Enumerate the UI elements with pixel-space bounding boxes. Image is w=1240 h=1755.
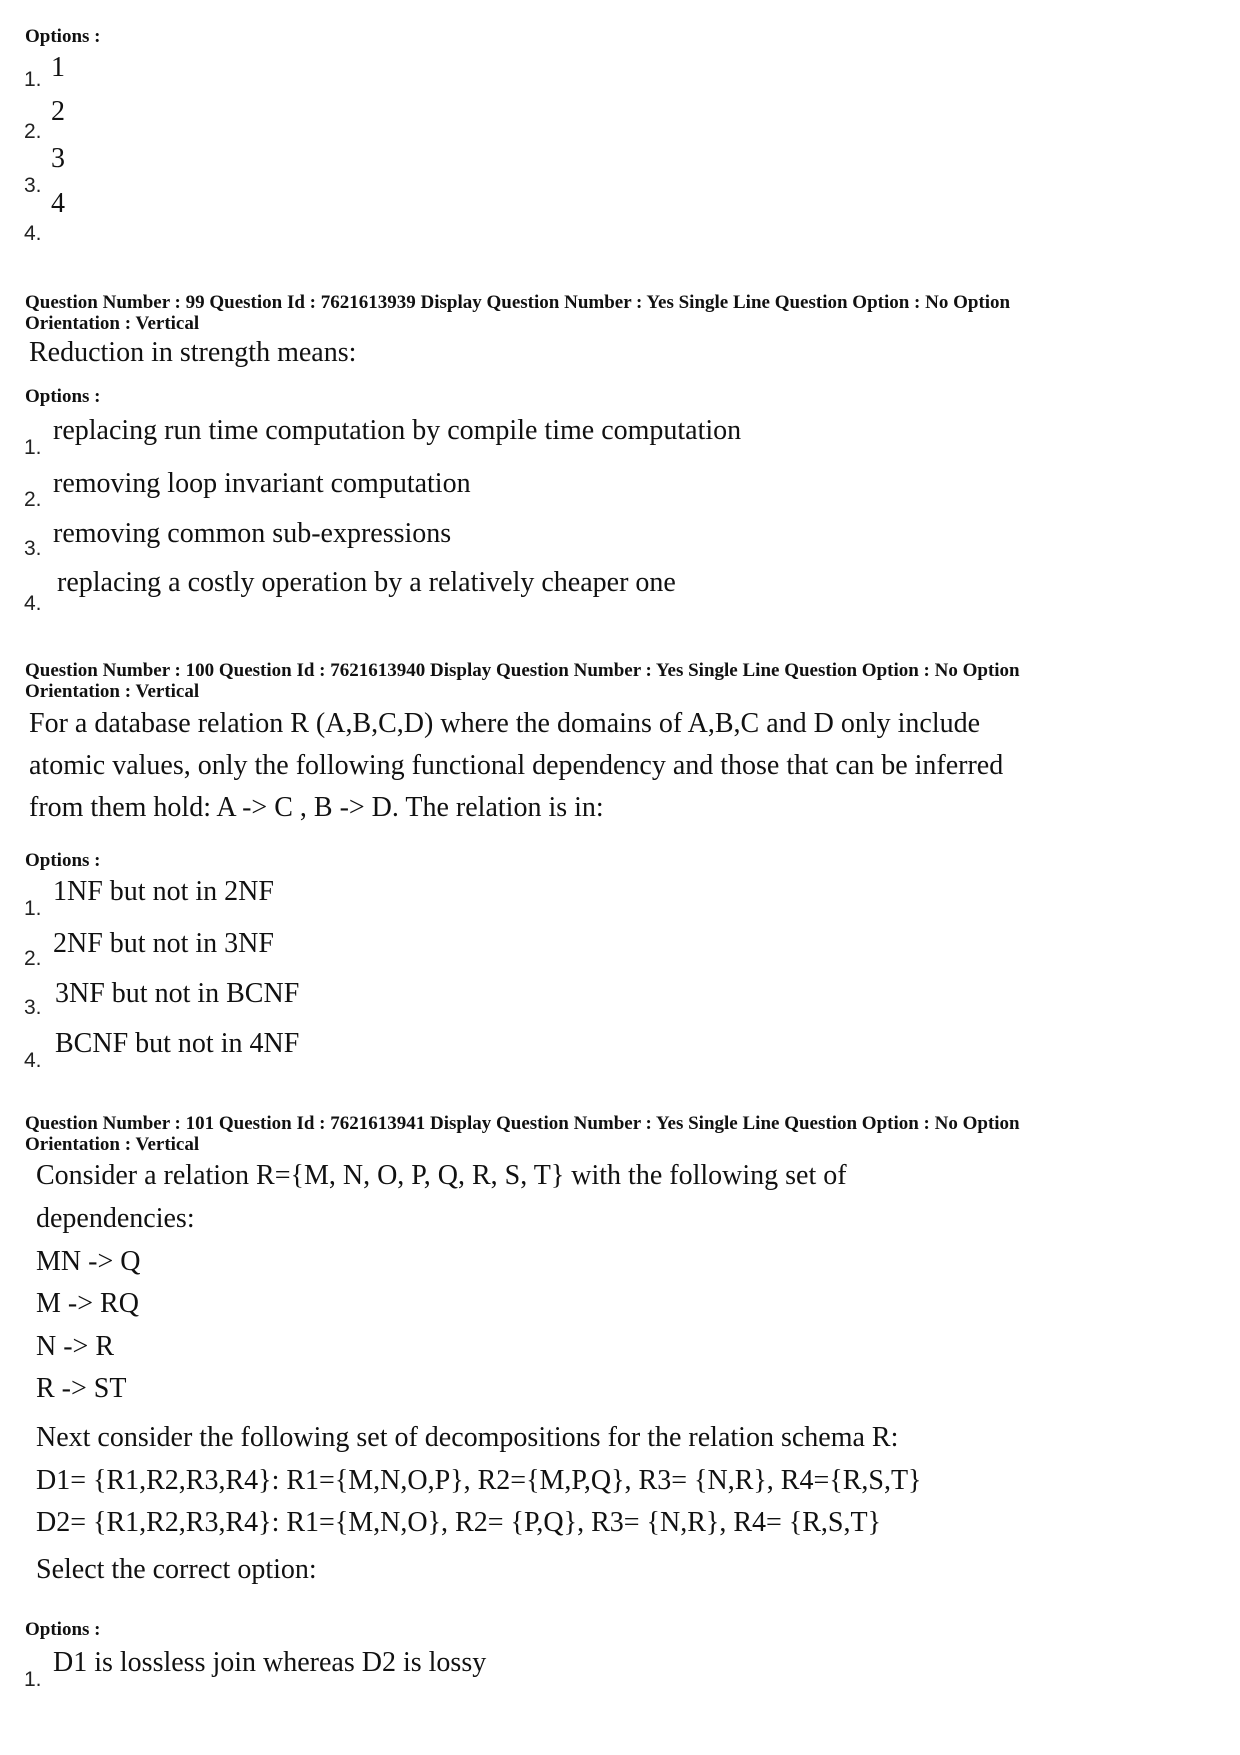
question-text: Consider a relation R={M, N, O, P, Q, R, S, T} with the following set of [36, 1160, 847, 1191]
question-text: D2= {R1,R2,R3,R4}: R1={M,N,O}, R2= {P,Q}, R3= {N,R}, R4= {R,S,T} [36, 1507, 882, 1538]
question-text: MN -> Q [36, 1246, 141, 1277]
question-text: D1= {R1,R2,R3,R4}: R1={M,N,O,P}, R2={M,P,Q}, R3= {N,R}, R4={R,S,T} [36, 1465, 922, 1496]
question-header: Question Number : 99 Question Id : 7621613939 Display Question Number : Yes Single Line Question Option : No Option [25, 292, 1011, 313]
option-text: 3 [51, 143, 65, 174]
question-text: atomic values, only the following functional dependency and those that can be inferred [29, 750, 1004, 781]
option-number: 1. [24, 68, 42, 91]
option-number: 1. [24, 897, 42, 920]
option-text: 1 [51, 52, 65, 83]
option-text: D1 is lossless join whereas D2 is lossy [53, 1647, 487, 1678]
options-label: Options : [25, 386, 101, 407]
question-header: Orientation : Vertical [25, 681, 200, 702]
options-label: Options : [25, 850, 101, 871]
option-text: 2NF but not in 3NF [53, 928, 274, 959]
option-number: 2. [24, 947, 42, 970]
options-label: Options : [25, 26, 101, 47]
option-text: 3NF but not in BCNF [55, 978, 300, 1009]
option-number: 2. [24, 120, 42, 143]
option-text: 4 [51, 188, 65, 219]
option-text: replacing run time computation by compile time computation [53, 415, 742, 446]
option-text: removing loop invariant computation [53, 468, 471, 499]
option-number: 4. [24, 592, 42, 615]
options-label: Options : [25, 1619, 101, 1640]
option-number: 3. [24, 996, 42, 1019]
question-text: Reduction in strength means: [29, 337, 357, 368]
option-number: 4. [24, 222, 42, 245]
option-number: 1. [24, 1668, 42, 1691]
question-header: Question Number : 101 Question Id : 7621613941 Display Question Number : Yes Single Line Question Option : No Option [25, 1113, 1020, 1134]
question-text: N -> R [36, 1331, 115, 1362]
option-text: 1NF but not in 2NF [53, 876, 274, 907]
option-number: 3. [24, 537, 42, 560]
question-header: Question Number : 100 Question Id : 7621613940 Display Question Number : Yes Single Line Question Option : No Option [25, 660, 1020, 681]
option-number: 1. [24, 436, 42, 459]
question-text: dependencies: [36, 1203, 195, 1234]
option-number: 4. [24, 1049, 42, 1072]
option-text: 2 [51, 96, 65, 127]
option-number: 2. [24, 488, 42, 511]
question-header: Orientation : Vertical [25, 1134, 200, 1155]
question-text: from them hold: A -> C , B -> D. The relation is in: [29, 792, 604, 823]
question-header: Orientation : Vertical [25, 313, 200, 334]
question-text: M -> RQ [36, 1288, 139, 1319]
question-text: Select the correct option: [36, 1554, 317, 1585]
option-text: BCNF but not in 4NF [55, 1028, 300, 1059]
question-text: For a database relation R (A,B,C,D) where the domains of A,B,C and D only include [29, 708, 981, 739]
option-text: removing common sub-expressions [53, 518, 452, 549]
option-number: 3. [24, 174, 42, 197]
option-text: replacing a costly operation by a relatively cheaper one [57, 567, 676, 598]
question-text: R -> ST [36, 1373, 127, 1404]
question-text: Next consider the following set of decompositions for the relation schema R: [36, 1422, 899, 1453]
